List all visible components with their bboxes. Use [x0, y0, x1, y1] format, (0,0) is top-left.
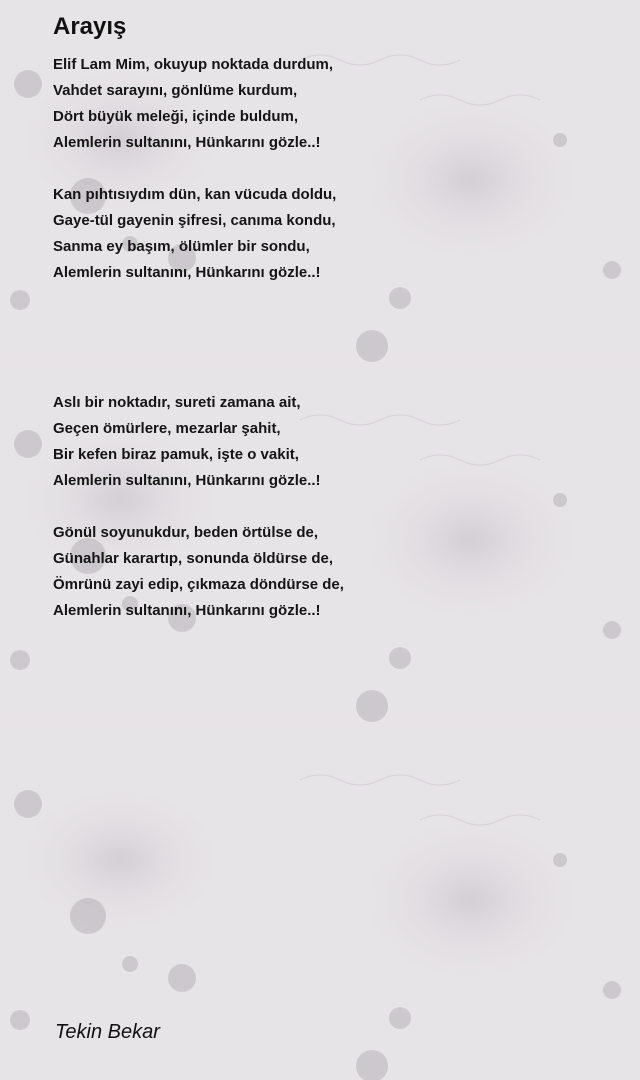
poem-line: Aslı bir noktadır, sureti zamana ait,: [53, 394, 301, 411]
poem-line: Alemlerin sultanını, Hünkarını gözle..!: [53, 134, 321, 151]
stanza-gap: [53, 494, 613, 520]
poem-line: Sanma ey başım, ölümler bir sondu,: [53, 238, 310, 255]
poem-line: Günahlar karartıp, sonunda öldürse de,: [53, 550, 334, 567]
stanza-gap: [53, 286, 613, 390]
poem-line: Alemlerin sultanını, Hünkarını gözle..!: [53, 264, 321, 281]
poem-line: Bir kefen biraz pamuk, işte o vakit,: [53, 446, 299, 463]
poem-line: Geçen ömürlere, mezarlar şahit,: [53, 420, 281, 437]
poem-line: Dört büyük meleği, içinde buldum,: [53, 108, 299, 125]
stanza-3: [53, 390, 613, 494]
poem-line: Kan pıhtısıydım dün, kan vücuda doldu,: [53, 186, 337, 203]
poem-line: Gaye-tül gayenin şifresi, canıma kondu,: [53, 212, 336, 229]
poem-line: Alemlerin sultanını, Hünkarını gözle..!: [53, 602, 321, 619]
stanza-4: [53, 520, 613, 624]
stanza-1: [53, 52, 613, 156]
poem-author: Tekin Bekar: [55, 1021, 160, 1043]
poem-line: Ömrünü zayi edip, çıkmaza döndürse de,: [53, 576, 344, 593]
poem-line: Elif Lam Mim, okuyup noktada durdum,: [53, 56, 334, 73]
poem-container: [53, 12, 613, 624]
poem-line: Alemlerin sultanını, Hünkarını gözle..!: [53, 472, 321, 489]
poem-line: Gönül soyunukdur, beden örtülse de,: [53, 524, 319, 541]
stanza-gap: [53, 156, 613, 182]
poem-line: Vahdet sarayını, gönlüme kurdum,: [53, 82, 298, 99]
stanza-2: [53, 182, 613, 286]
poem-title: Arayış: [53, 13, 127, 40]
